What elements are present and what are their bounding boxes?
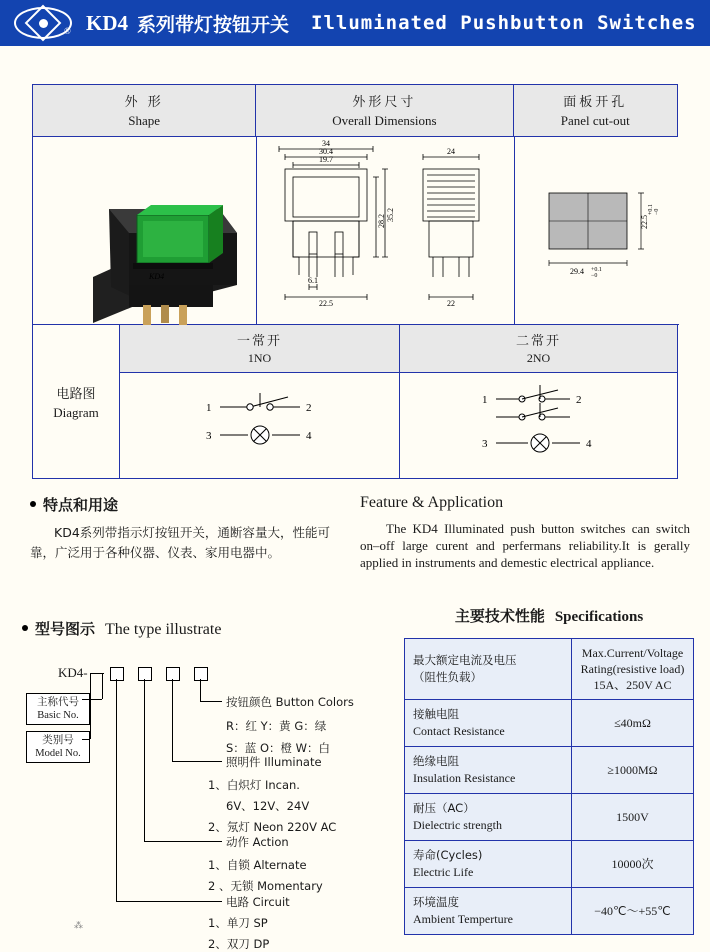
type-illustrate-title-en: The type illustrate [105,621,222,638]
model-no-cn: 类别号 [42,734,74,746]
product-table [32,84,678,479]
leader-line-action-h [144,841,222,842]
leader-model-no-h2 [90,673,104,674]
svg-text:3: 3 [482,438,488,450]
circuit-2no-en: 2NO [526,351,551,365]
col-header-shape-cn: 外 形 [124,95,164,110]
label-illuminate-cn: 照明件 [226,755,261,769]
svg-text:22.5: 22.5 [640,215,649,229]
circuit-2no-cn: 二常开 [515,334,561,349]
leader-line-colors-v [200,679,201,701]
spec-label-temperature-en: Ambient Temperture [413,912,513,926]
leader-line-action-v [144,679,145,841]
spec-value-current-num: 15A、250V AC [593,678,672,692]
specifications-title [404,605,694,626]
spec-label-insulation-en: Insulation Resistance [413,771,516,785]
svg-text:30.4: 30.4 [319,147,333,156]
type-code-box-4 [194,667,208,681]
leader-line-colors-h [200,701,222,702]
spec-value-insulation: ≥1000MΩ [572,747,694,794]
spec-label-contact-en: Contact Resistance [413,724,505,738]
specifications-section [404,605,694,935]
label-circuit-en: Circuit [252,895,290,909]
label-illuminate-en: Illuminate [264,755,322,769]
feature-title-cn-wrap [30,494,330,515]
leader-basic-no [82,699,102,700]
spec-label-dielectric-cn: 耐压（AC） [413,801,475,815]
label-button-colors-en: Button Colors [275,695,354,709]
overall-dimensions-drawing [257,137,515,325]
spec-row-current [405,639,694,700]
spec-label-dielectric-en: Dielectric strength [413,818,502,832]
feature-section-cn [30,494,330,563]
circuit-col-2no [400,325,677,478]
circuit-2no-drawing [400,373,677,478]
header-title-cn: 系列带灯按钮开关 [137,13,290,36]
basic-no-cn: 主称代号 [37,696,79,708]
type-illustrate-title-cn: 型号图示 [35,620,96,638]
spec-label-life-cn: 寿命(Cycles) [413,848,483,862]
label-circuit-line-2: 2、双刀 DP [208,937,270,951]
model-no-box [26,731,90,763]
circuit-1no-en: 1NO [247,351,272,365]
svg-text:22.5: 22.5 [319,299,333,308]
spec-label-current [405,639,572,700]
spec-label-insulation [405,747,572,794]
header-model: KD4 [86,10,128,35]
feature-title-cn: 特点和用途 [43,496,119,514]
spec-value-life: 10000次 [572,841,694,888]
svg-text:+0.1: +0.1 [591,267,602,273]
spec-row-temperature [405,888,694,935]
col-header-shape-en: Shape [128,113,161,128]
spec-label-temperature-cn: 环境温度 [413,895,459,909]
type-illustrate-section [22,618,402,951]
type-code-box-2 [138,667,152,681]
col-header-cutout [514,85,677,137]
panel-cutout-cell [515,137,679,325]
specifications-title-en: Specifications [554,609,644,625]
label-illuminate [226,754,322,770]
specifications-title-cn: 主要技术性能 [454,607,545,625]
label-illum-line-2: 6V、12V、24V [226,799,310,813]
bullet-icon [22,625,28,631]
specifications-table [404,638,694,935]
feature-text-en: The KD4 Illuminated push button switches can switch on–off large curent and perfermans reliability.It is gerally applied in instruments and demestic electrical appliance. [360,521,690,570]
feature-title-en: Feature & Application [360,494,504,511]
spec-label-insulation-cn: 绝缘电阻 [413,754,459,768]
product-photo-cell [33,137,257,325]
spec-row-insulation [405,747,694,794]
brand-logo [0,0,86,46]
spec-label-current-cn: 最大额定电流及电压 [413,653,517,667]
spec-value-temperature: −40℃～+55℃ [572,888,694,935]
circuit-col-2no-header [400,325,677,373]
label-illum-line-3: 2、氖灯 Neon 220V AC [208,820,337,834]
circuit-1no-cn: 一常开 [236,334,282,349]
col-header-cutout-cn: 面板开孔 [563,95,628,110]
svg-text:2: 2 [306,402,312,414]
svg-text:1: 1 [482,394,488,406]
type-code-box-3 [166,667,180,681]
header-title-en: Illuminated Pushbutton Switches [311,12,697,34]
spec-label-life-en: Electric Life [413,865,474,879]
svg-text:2: 2 [576,394,582,406]
circuit-1no-drawing [120,373,399,478]
spec-value-current-en: Max.Current/Voltage Rating(resistive load) [580,646,685,676]
circuit-diagram-label [33,325,120,478]
svg-text:24: 24 [447,147,455,156]
label-colors-line-2: S：蓝 O：橙 W：白 [226,741,331,755]
spec-value-dielectric: 1500V [572,794,694,841]
spec-row-dielectric [405,794,694,841]
leader-model-no [82,739,90,740]
svg-text:KD4: KD4 [149,272,165,281]
table-header-row [33,85,677,137]
leader-line-circuit-h [116,901,222,902]
leader-line-illum-h [172,761,222,762]
svg-text:−0: −0 [591,273,598,279]
label-action-line-2: 2 、无锁 Momentary [208,879,323,893]
registered-trademark-icon: ® [64,26,71,36]
leader-model-no-v [90,673,91,739]
spec-label-current-cn2: （阻性负载） [413,670,482,684]
spec-label-dielectric [405,794,572,841]
switch-photo-illustration [33,137,257,325]
page-corner-mark: ⁂ [74,920,83,930]
spec-label-life [405,841,572,888]
label-button-colors-cn: 按钮颜色 [226,695,272,709]
page-header [0,0,710,46]
col-header-dimensions-cn: 外形尺寸 [352,95,417,110]
label-circuit [226,894,290,910]
leader-line-circuit-v [116,679,117,901]
label-action-en: Action [252,835,289,849]
spec-row-contact-resistance [405,700,694,747]
col-header-shape [33,85,256,137]
spec-value-current [572,639,694,700]
basic-no-box [26,693,90,725]
label-action-cn: 动作 [226,835,249,849]
spec-label-temperature [405,888,572,935]
bullet-icon [30,501,36,507]
table-body-row [33,137,677,325]
svg-text:−0: −0 [654,208,660,215]
leader-basic-no-v [102,673,103,699]
label-action-line-1: 1、自锁 Alternate [208,858,307,872]
svg-text:22: 22 [447,299,455,308]
svg-text:28.2: 28.2 [377,214,386,228]
svg-text:35.2: 35.2 [386,208,395,222]
feature-text-cn: KD4系列带指示灯按钮开关，通断容量大，性能可靠，广泛用于各种仪器、仪表、家用电器中。 [30,525,330,560]
svg-text:4: 4 [306,430,312,442]
circuit-col-1no-header [120,325,399,373]
spec-label-contact-resistance [405,700,572,747]
col-header-dimensions [256,85,513,137]
type-illustrate-title [22,618,402,639]
basic-no-en: Basic No. [37,710,79,721]
circuit-col-1no [120,325,400,478]
circuit-diagram-row [33,325,677,478]
svg-text:4: 4 [586,438,592,450]
type-code-prefix: KD4- [58,665,88,680]
svg-text:+0.1: +0.1 [648,204,654,215]
model-no-en: Model No. [35,748,81,759]
type-code-box-1 [110,667,124,681]
label-illum-line-1: 1、白炽灯 Incan. [208,778,300,792]
svg-text:29.4: 29.4 [570,267,584,276]
label-action [226,834,289,850]
spec-row-life [405,841,694,888]
label-circuit-cn: 电路 [226,895,249,909]
col-header-dimensions-en: Overall Dimensions [332,113,437,128]
col-header-cutout-en: Panel cut-out [560,113,630,128]
circuit-diagram-label-cn: 电路图 [56,386,96,402]
svg-text:6.1: 6.1 [308,276,318,285]
svg-text:19.7: 19.7 [319,155,333,164]
type-code-diagram [22,651,402,951]
feature-section-en [360,494,690,571]
circuit-diagram-label-en: Diagram [53,404,99,420]
svg-text:1: 1 [206,402,212,414]
label-colors-line-1: R：红 Y：黄 G：绿 [226,719,327,733]
overall-dimensions-cell [257,137,515,325]
label-button-colors [226,694,354,710]
label-circuit-line-1: 1、单刀 SP [208,916,268,930]
svg-text:3: 3 [206,430,212,442]
spec-label-contact-cn: 接触电阻 [413,707,459,721]
panel-cutout-drawing [515,137,679,325]
leader-line-illum-v [172,679,173,761]
svg-text:34: 34 [322,139,330,148]
spec-value-contact: ≤40mΩ [572,700,694,747]
